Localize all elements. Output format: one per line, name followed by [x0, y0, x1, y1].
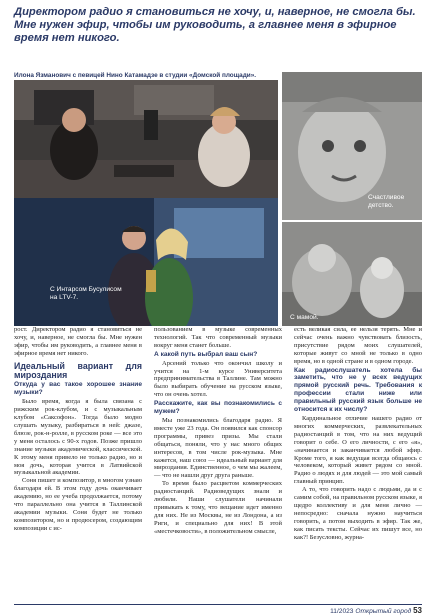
magazine-name: Открытый город	[355, 608, 412, 615]
column-1	[14, 326, 142, 533]
paragraph: Было время, когда я была связана с рижским рок-клубом, и с музыкальным клубом «Саксофон». Тогда было модно слушать музыку, разбираться в ней: джазе, блюзе, рок-н-ролле, в русском роке — все это у меня осталось с 90-х годов. Позже пришло знание музыки академической, классической. К этому меня привело не только радио, но и моя дочь, которая учится в Латвийской музыкальной академии.	[14, 398, 142, 477]
paragraph: пользованием в музыке современных технологий. Так что современный музыки вокруг меня станет больше.	[154, 326, 282, 349]
caption-intarsom: С Интарсом Бусулисом на LTV-7.	[50, 286, 122, 301]
column-3	[294, 326, 422, 541]
photo-caption-studio: Илона Язманович с певицей Нино Катамадзе в студии «Домской площади».	[14, 72, 257, 79]
photo-studio	[14, 80, 278, 198]
photo-mother	[282, 222, 422, 326]
question: Как радиослушатель хотела бы заметить, что не у всех ведущих прямой русский речь. Требования к профессии стали ниже или правильный русский язык больше не относится к их числу?	[294, 366, 422, 414]
section-heading: Идеальный вариант для мироздания	[14, 360, 142, 381]
paragraph: рост. Директором радио я становиться не хочу, и, наверное, не смогла бы. Мне нужен эфир, чтобы им руководить, а главнее меня в эфирное время нет никого.	[14, 326, 142, 357]
caption-childhood: Счастливое детство.	[368, 194, 405, 209]
lead-quote: Директором радио я становиться не хочу, и, наверное, не смогла бы. Мне нужен эфир, чтобы им руководить, а главнее меня в эфирное время нет никого.	[14, 6, 416, 44]
paragraph: Арсений только что окончил школу и учится на 1-м курсе Университета предпринимательства в Таллине. Там можно было выбирать обучение на русском языке, что он очень хотел.	[154, 359, 282, 399]
paragraph: Кардинальное отличие нашего радио от многих коммерческих, развлекательных радиостанций в том, что на них ведущий говорит о себе. О его личности, с его «я», «начинается и заканчивается любой эфир. Кроме того, я как ведущая всегда общаюсь с человеком, который живет рядом со мной. Радио о людях и для людей — это мой самый главный принцип.	[294, 414, 422, 486]
paragraph: Мы познакомились благодаря радио. Я вместе уже 23 года. Он появился как спонсор программы, привез призы. Мы стали общаться, поняли, что у нас много общих интересов, в том числе рок-музыка. Мне кажется, наш союз — идеальный вариант для мироздания. Единственное, о чем мы жалеем, — что не нашли друг друга раньше.	[154, 416, 282, 480]
page-footer	[330, 606, 422, 615]
footer-rule	[14, 604, 422, 605]
question: А какой путь выбрал ваш сын?	[154, 350, 258, 358]
photo-childhood	[282, 72, 422, 220]
question: Откуда у вас такое хорошее знание музыки?	[14, 381, 142, 397]
issue-number: 11/2023	[330, 608, 354, 615]
paragraph: То время было расцветом коммерческих радиостанций. Радиоведущих знали и любили. Наши слушатели начинали привыкать к тому, что вещание идет именно для них. Не из Москвы, не из Лондона, а из Риги, и специально для них! В этой «местечковости», в положительном смысле,	[154, 480, 282, 535]
photo-intarsom	[14, 198, 278, 326]
paragraph: Соня пишет и композитор, в многом узнаю благодаря ей. В этом году дочь оканчивает академию, но ее учеба продолжается, потому что параллельно она учится в Таллинской академии музыки. Соня будет не только композитором, но и продюсером, создающим композиции с ис-	[14, 477, 142, 532]
question: Расскажите, как вы познакомились с мужем?	[154, 400, 282, 416]
column-2	[154, 326, 282, 536]
paragraph: А то, что говорить надо с людьми, да и с самим собой, на правильном русском языке, я щедро коллективу и для меня лично — непосредно: сначала нужно научиться говорить, а потом выходить в эфир. Так же, как писать тексты. Сейчас их пишут все, но как?! Безусловно, журна-	[294, 486, 422, 541]
paragraph: есть великая сила, ее нельзя терять. Мне и сейчас очень важно чувствовать близость, присутствие рядом моих слушателей, которые живут со мной не только в одно время, но в одной стране и в одном городе.	[294, 326, 422, 365]
caption-mother: С мамой.	[290, 314, 319, 321]
article-body	[14, 326, 424, 602]
page-number: 53	[413, 606, 422, 615]
